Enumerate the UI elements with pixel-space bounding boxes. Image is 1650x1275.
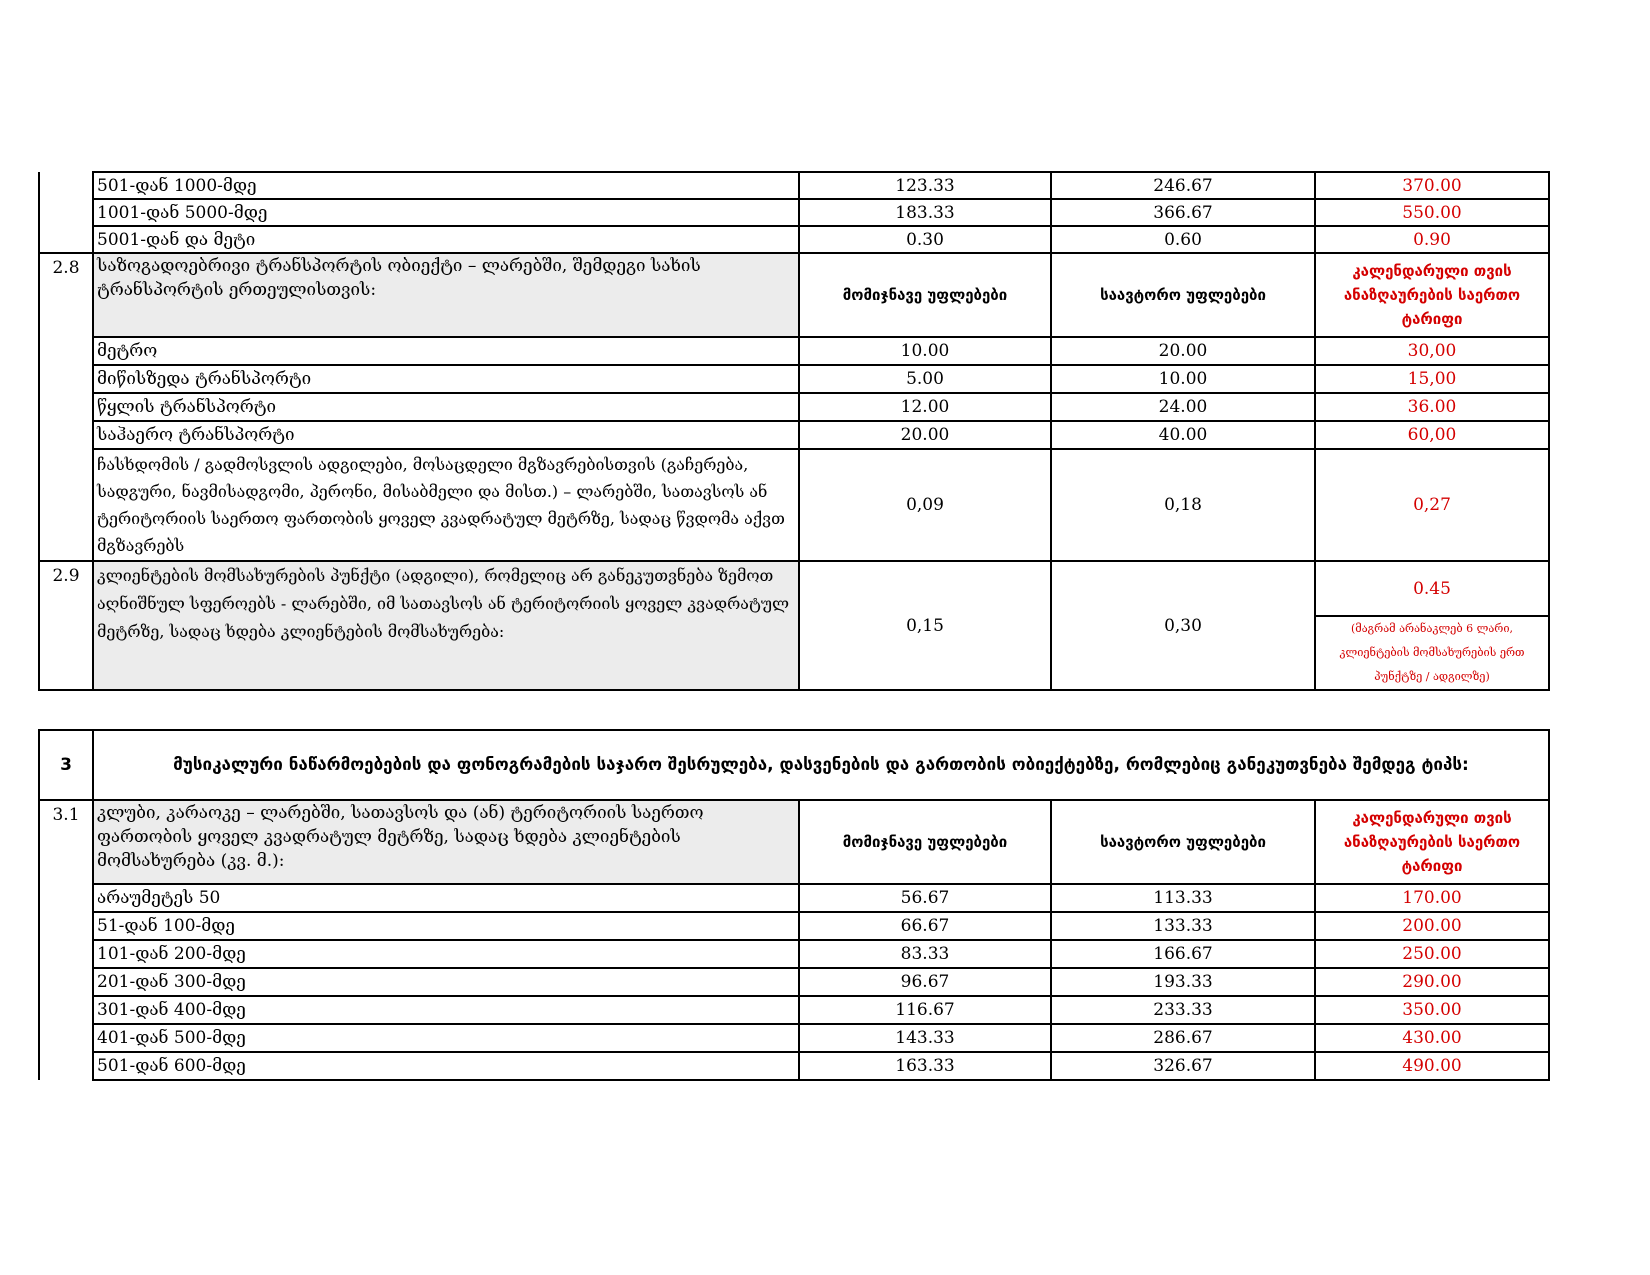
table-row: [39, 940, 1549, 968]
header-neighboring-rights: მომიჯნავე უფლებები: [799, 800, 1051, 884]
row-label: საჰაერო ტრანსპორტი: [93, 421, 799, 449]
table-row: [39, 449, 1549, 561]
section-number: 3.1: [39, 800, 93, 1080]
total-tariff-value: 200.00: [1315, 912, 1549, 940]
neighboring-rights-value: 183.33: [799, 199, 1051, 226]
row-label: 1001-დან 5000-მდე: [93, 199, 799, 226]
table-row: [39, 996, 1549, 1024]
header-total-tariff: კალენდარული თვის ანაზღაურების საერთო ტარიფი: [1315, 253, 1549, 337]
table-row: [39, 561, 1549, 616]
neighboring-rights-value: 123.33: [799, 172, 1051, 199]
row-label: 401-დან 500-მდე: [93, 1024, 799, 1052]
neighboring-rights-value: 96.67: [799, 968, 1051, 996]
section-number: 2.9: [39, 561, 93, 690]
copyright-value: 113.33: [1051, 884, 1315, 912]
header-copyright: საავტორო უფლებები: [1051, 253, 1315, 337]
copyright-value: 286.67: [1051, 1024, 1315, 1052]
total-tariff-value: 350.00: [1315, 996, 1549, 1024]
row-label: 5001-დან და მეტი: [93, 226, 799, 253]
table-row: [39, 421, 1549, 449]
neighboring-rights-value: 0,09: [799, 449, 1051, 561]
total-tariff-value: 370.00: [1315, 172, 1549, 199]
copyright-value: 0.60: [1051, 226, 1315, 253]
table-row: [39, 1052, 1549, 1080]
section-title: კლუბი, კარაოკე – ლარებში, სათავსოს და (ან) ტერიტორიის საერთო ფართობის ყოველ კვადრატულ მეტრზე, სადაც ხდება კლიენტების მომსახურება (კვ. მ.):: [93, 800, 799, 884]
copyright-value: 166.67: [1051, 940, 1315, 968]
neighboring-rights-value: 83.33: [799, 940, 1051, 968]
neighboring-rights-value: 116.67: [799, 996, 1051, 1024]
total-tariff-value: 290.00: [1315, 968, 1549, 996]
total-tariff-value: 550.00: [1315, 199, 1549, 226]
row-label: წყლის ტრანსპორტი: [93, 393, 799, 421]
section-header-row: [39, 730, 1549, 800]
row-label: 201-დან 300-მდე: [93, 968, 799, 996]
section-header-row: [39, 253, 1549, 337]
row-label: 101-დან 200-მდე: [93, 940, 799, 968]
total-tariff-value: 15,00: [1315, 365, 1549, 393]
neighboring-rights-value: 56.67: [799, 884, 1051, 912]
row-label: მიწისზედა ტრანსპორტი: [93, 365, 799, 393]
copyright-value: 246.67: [1051, 172, 1315, 199]
copyright-value: 133.33: [1051, 912, 1315, 940]
table-row: [39, 172, 1549, 199]
section-title: მუსიკალური ნაწარმოებების და ფონოგრამების საჯარო შესრულება, დასვენების და გართობის ობიექტებზე, რომლებიც განეკუთვნება შემდეგ ტიპს:: [93, 730, 1549, 800]
table-row: [39, 393, 1549, 421]
copyright-value: 40.00: [1051, 421, 1315, 449]
continued-number-cell: [39, 172, 93, 253]
table-row: [39, 884, 1549, 912]
neighboring-rights-value: 10.00: [799, 337, 1051, 365]
neighboring-rights-value: 12.00: [799, 393, 1051, 421]
copyright-value: 10.00: [1051, 365, 1315, 393]
table-row: [39, 337, 1549, 365]
tariff-table-transport: [38, 171, 1550, 691]
copyright-value: 366.67: [1051, 199, 1315, 226]
neighboring-rights-value: 163.33: [799, 1052, 1051, 1080]
total-tariff-value: 36.00: [1315, 393, 1549, 421]
table-row: [39, 199, 1549, 226]
total-tariff-value: 0,27: [1315, 449, 1549, 561]
total-tariff-value: 490.00: [1315, 1052, 1549, 1080]
neighboring-rights-value: 66.67: [799, 912, 1051, 940]
row-label: არაუმეტეს 50: [93, 884, 799, 912]
table-row: [39, 226, 1549, 253]
neighboring-rights-value: 20.00: [799, 421, 1051, 449]
total-tariff-value: 170.00: [1315, 884, 1549, 912]
row-label: მეტრო: [93, 337, 799, 365]
neighboring-rights-value: 143.33: [799, 1024, 1051, 1052]
total-tariff-value: 250.00: [1315, 940, 1549, 968]
table-row: [39, 1024, 1549, 1052]
total-tariff-value: 30,00: [1315, 337, 1549, 365]
row-label: 301-დან 400-მდე: [93, 996, 799, 1024]
total-tariff-value: 430.00: [1315, 1024, 1549, 1052]
row-label: 501-დან 1000-მდე: [93, 172, 799, 199]
header-neighboring-rights: მომიჯნავე უფლებები: [799, 253, 1051, 337]
total-tariff-value: 60,00: [1315, 421, 1549, 449]
copyright-value: 233.33: [1051, 996, 1315, 1024]
row-label: 51-დან 100-მდე: [93, 912, 799, 940]
total-tariff-value: 0.90: [1315, 226, 1549, 253]
row-label: ჩასხდომის / გადმოსვლის ადგილები, მოსაცდელი მგზავრებისთვის (გაჩერება, სადგური, ნავმისადგომი, პერონი, მისაბმელი და მისთ.) – ლარებში, სათავსოს ან ტერიტორიის საერთო ფართობის ყოველ კვადრატულ მეტრზე, სადაც წვდომა აქვთ მგზავრებს: [93, 449, 799, 561]
section-number: 2.8: [39, 253, 93, 561]
total-tariff-value: 0.45: [1315, 561, 1549, 616]
section-title: კლიენტების მომსახურების პუნქტი (ადგილი), რომელიც არ განეკუთვნება ზემოთ აღნიშნულ სფეროებს - ლარებში, იმ სათავსოს ან ტერიტორიის ყოველ კვადრატულ მეტრზე, სადაც ხდება კლიენტების მომსახურება:: [93, 561, 799, 690]
table-row: [39, 968, 1549, 996]
section-number: 3: [39, 730, 93, 800]
table-row: [39, 912, 1549, 940]
copyright-value: 326.67: [1051, 1052, 1315, 1080]
neighboring-rights-value: 0.30: [799, 226, 1051, 253]
row-label: 501-დან 600-მდე: [93, 1052, 799, 1080]
copyright-value: 0,18: [1051, 449, 1315, 561]
copyright-value: 20.00: [1051, 337, 1315, 365]
neighboring-rights-value: 0,15: [799, 561, 1051, 690]
header-total-tariff: კალენდარული თვის ანაზღაურების საერთო ტარიფი: [1315, 800, 1549, 884]
minimum-note: (მაგრამ არანაკლებ 6 ლარი, კლიენტების მომსახურების ერთ პუნქტზე / ადგილზე): [1315, 616, 1549, 690]
tariff-table-entertainment: [38, 729, 1550, 1081]
copyright-value: 0,30: [1051, 561, 1315, 690]
copyright-value: 24.00: [1051, 393, 1315, 421]
table-row: [39, 365, 1549, 393]
copyright-value: 193.33: [1051, 968, 1315, 996]
header-copyright: საავტორო უფლებები: [1051, 800, 1315, 884]
section-title: საზოგადოებრივი ტრანსპორტის ობიექტი – ლარებში, შემდეგი სახის ტრანსპორტის ერთეულისთვის:: [93, 253, 799, 337]
neighboring-rights-value: 5.00: [799, 365, 1051, 393]
section-header-row: [39, 800, 1549, 884]
